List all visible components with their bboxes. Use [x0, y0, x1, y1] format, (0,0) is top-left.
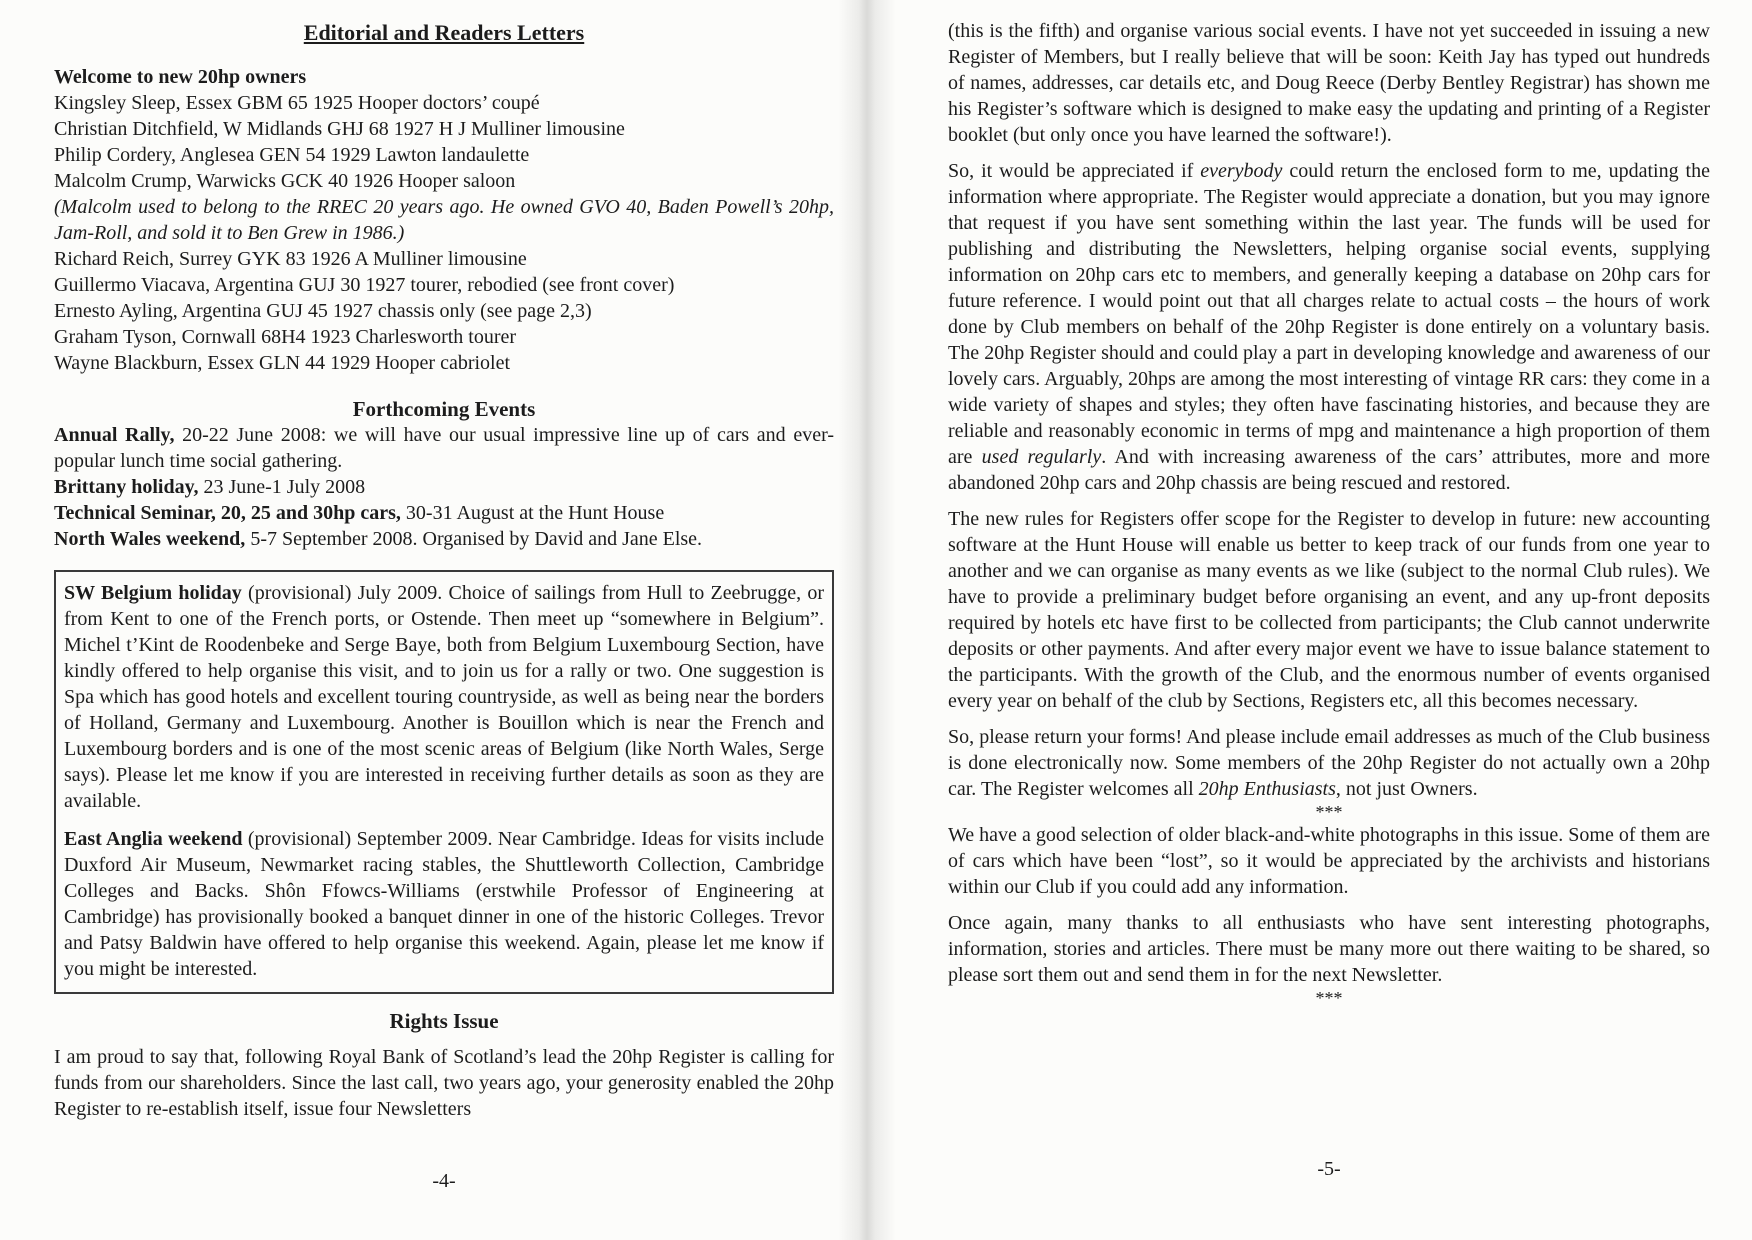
paragraph: The new rules for Registers offer scope for the Register to develop in future: new accounting software at the Hunt House will enable us better to keep track of our funds from one year to another and we can organise as many events as we like (subject to the normal Club rules). We have to provide a preliminary budget before organising an event, and any up-front deposits required by hotels etc have first to be collected from participants; the Club cannot underwrite deposits or other payments. And after every major event we have to issue balance statement to the participants. With the growth of the Club, and the enormous number of events organised every year on behalf of the club by Sections, Registers etc, all this becomes necessary.: [948, 508, 1710, 712]
rights-text: I am proud to say that, following Royal Bank of Scotland’s lead the 20hp Register is calling for funds from our shareholders. Since the last call, two years ago, your generosity enabled the 20hp Register to re-establish itself, issue four Newsletters: [54, 1046, 834, 1120]
event-item: [54, 422, 834, 474]
emphasis: used regularly: [981, 446, 1102, 468]
event-name: Annual Rally,: [54, 424, 175, 446]
owner-item: Guillermo Viacava, Argentina GUJ 30 1927 tourer, rebodied (see front cover): [54, 274, 675, 296]
provisional-events-box: [54, 570, 834, 994]
owner-item: Kingsley Sleep, Essex GBM 65 1925 Hooper doctors’ coupé: [54, 92, 540, 114]
event-item: [54, 526, 834, 552]
owner-item: Christian Ditchfield, W Midlands GHJ 68 1927 H J Mulliner limousine: [54, 118, 625, 140]
event-name: North Wales weekend,: [54, 528, 246, 550]
belgium-holiday: [64, 580, 824, 814]
event-item: [54, 474, 834, 500]
section-separator: ***: [1315, 988, 1343, 1008]
owners-list: [54, 90, 834, 376]
text-run: could return the enclosed form to me, updating the information where appropriate. The Register would appreciate a donation, but you may ignore that request if you have sent something within the last year. The funds will be used for publishing and distributing the Newsletters, helping organise social events, supplying information on 20hp cars etc to members, and generally keeping a database on 20hp cars for future reference. I would point out that all charges relate to actual costs – the hours of work done by Club members on behalf of the 20hp Register is done entirely on a voluntary basis. The 20hp Register should and could play a part in developing knowledge and awareness of our lovely cars. Arguably, 20hps are among the most interesting of vintage RR cars: they come in a wide variety of shapes and styles; they often have fascinating histories, and because they are reliable and reasonably economic in terms of mpg and maintenance a high proportion of them are: [948, 160, 1710, 468]
owner-item: Richard Reich, Surrey GYK 83 1926 A Mulliner limousine: [54, 248, 527, 270]
events-heading: Forthcoming Events: [352, 397, 536, 421]
belgium-holiday-text: (provisional) July 2009. Choice of sailings from Hull to Zeebrugge, or from Kent to one of the French ports, or Ostende. Then meet up “somewhere in Belgium”. Michel t’Kint de Roodenbeke and Serge Baye, both from Belgium Luxembourg Section, have kindly offered to help organise this visit, and to join us for a rally or two. One suggestion is Spa which has good hotels and excellent touring countryside, as well as being near the borders of Holland, Germany and Luxembourg. Another is Bouillon which is near the French and Luxembourg borders and is one of the most scenic areas of Belgium (like North Wales, Serge says). Please let me know if you are interested in receiving further details as soon as they are available.: [64, 582, 825, 812]
page-left: [54, 0, 834, 1240]
text-run: So, it would be appreciated if: [948, 160, 1201, 182]
owner-item: Graham Tyson, Cornwall 68H4 1923 Charlesworth tourer: [54, 326, 517, 348]
event-text: 20-22 June 2008: we will have our usual impressive line up of cars and ever-popular lunch time social gathering.: [54, 424, 834, 472]
owner-item: Malcolm Crump, Warwicks GCK 40 1926 Hooper saloon: [54, 170, 516, 192]
event-text: 23 June-1 July 2008: [198, 476, 366, 498]
emphasis: 20hp Enthusiasts: [1198, 778, 1336, 800]
paragraph: [948, 724, 1710, 802]
text-run: . And with increasing awareness of the cars’ attributes, more and more abandoned 20hp cars and 20hp chassis are being rescued and restored.: [948, 446, 1711, 494]
page-number-right: -5-: [1317, 1158, 1341, 1180]
events-list: [54, 422, 834, 552]
binding-gutter: [838, 0, 896, 1240]
east-anglia-name: East Anglia weekend: [64, 828, 243, 850]
event-text: 30-31 August at the Hunt House: [400, 502, 665, 524]
event-name: Technical Seminar, 20, 25 and 30hp cars,: [54, 502, 401, 524]
rights-heading: Rights Issue: [389, 1009, 499, 1033]
welcome-heading: Welcome to new 20hp owners: [54, 66, 307, 88]
right-column: [948, 18, 1710, 1008]
paragraph: We have a good selection of older black-and-white photographs in this issue. Some of them are of cars which have been “lost”, so it would be appreciated by the archivists and historians within our Club if you could add any information.: [948, 824, 1710, 898]
page-right: [948, 0, 1710, 1240]
paragraph: [948, 158, 1710, 496]
belgium-holiday-name: SW Belgium holiday: [64, 582, 242, 604]
owner-item: Wayne Blackburn, Essex GLN 44 1929 Hooper cabriolet: [54, 352, 511, 374]
east-anglia-weekend: [64, 826, 824, 982]
page-number-left: -4-: [432, 1170, 456, 1192]
text-run: So, please return your forms! And please include email addresses as much of the Club business is done electronically now. Some members of the 20hp Register do not actually own a 20hp car. The Register welcomes all: [948, 726, 1710, 800]
section-separator: ***: [1315, 802, 1343, 822]
emphasis: everybody: [1200, 160, 1283, 182]
event-text: 5-7 September 2008. Organised by David and Jane Else.: [245, 528, 703, 550]
event-item: [54, 500, 834, 526]
text-run: , not just Owners.: [1335, 778, 1478, 800]
event-name: Brittany holiday,: [54, 476, 199, 498]
paragraph: (this is the fifth) and organise various social events. I have not yet succeeded in issuing a new Register of Members, but I really believe that will be soon: Keith Jay has typed out hundreds of names, addresses, car details etc, and Doug Reece (Derby Bentley Registrar) has shown me his Register’s software which is designed to make easy the updating and printing of a Register booklet (but only once you have learned the software!).: [948, 20, 1710, 146]
paragraph: Once again, many thanks to all enthusiasts who have sent interesting photographs, information, stories and articles. There must be many more out there waiting to be shared, so please sort them out and send them in for the next Newsletter.: [948, 912, 1710, 986]
owner-item: Philip Cordery, Anglesea GEN 54 1929 Lawton landaulette: [54, 144, 530, 166]
owner-note: (Malcolm used to belong to the RREC 20 years ago. He owned GVO 40, Baden Powell’s 20hp, Jam-Roll, and sold it to Ben Grew in 1986.): [54, 196, 834, 244]
east-anglia-text: (provisional) September 2009. Near Cambridge. Ideas for visits include Duxford Air Museum, Newmarket racing stables, the Shuttleworth Collection, Cambridge Colleges and Backs. Shôn Ffowcs-Williams (erstwhile Professor of Engineering at Cambridge) has provisionally booked a banquet dinner in one of the historic Colleges. Trevor and Patsy Baldwin have offered to help organise this weekend. Again, please let me know if you might be interested.: [64, 828, 824, 980]
owner-item: Ernesto Ayling, Argentina GUJ 45 1927 chassis only (see page 2,3): [54, 300, 592, 322]
page-title: Editorial and Readers Letters: [303, 20, 585, 45]
